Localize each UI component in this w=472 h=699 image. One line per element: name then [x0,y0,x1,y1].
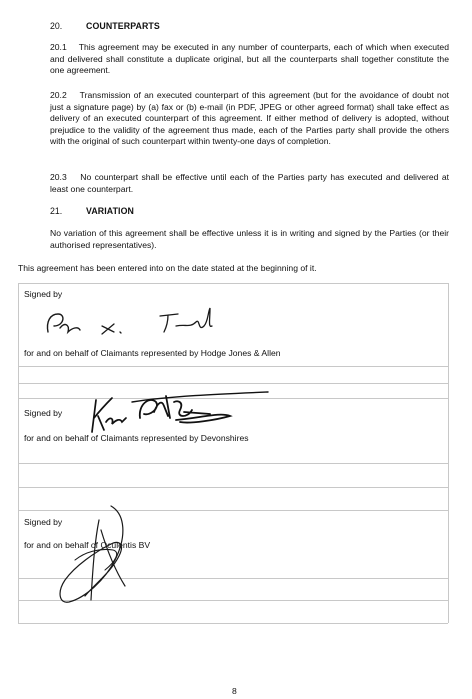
signed-by-label: Signed by [24,408,63,418]
table-rule [18,283,448,284]
entered-statement: This agreement has been entered into on the date stated at the beginning of it. [18,263,317,273]
clause-text: Transmission of an executed counterpart of this agreement (but for the avoidance of doubt not just a signature page) by (a) fax or (b) e-mail (in PDF, JPEG or other agreed format) shall take effect as delivery of an executed counterpart of this agreement. If either method of delivery is adopted, without prejudice to the validity of the agreement thus made, each of the Parties party shall provide the others with the original of such counterpart within twenty-one days of completion. [50,90,449,147]
page-number: 8 [232,686,237,696]
clause-20-1 [50,42,449,77]
on-behalf-text: for and on behalf of Claimants represented by Devonshires [24,433,249,443]
table-border-left [18,283,19,623]
on-behalf-text: for and on behalf of Oculentis BV [24,540,151,550]
clause-text: This agreement may be executed in any number of counterparts, each of which when executed and delivered shall constitute a duplicate original, but all the counterparts shall together constitute the one agreement. [50,42,449,76]
table-rule [18,487,448,488]
clause-20-3 [50,172,449,195]
handwritten-signature [80,388,280,438]
handwritten-signature [40,304,240,344]
section-heading: COUNTERPARTS [86,21,160,31]
clause-ref: 20.3 [50,172,67,182]
clause-21-text: No variation of this agreement shall be effective unless it is in writing and signed by the Parties (or their authorised representatives). [50,228,449,250]
clause-ref: 20.2 [50,90,67,100]
table-rule [18,366,448,367]
table-border-right [448,283,449,623]
signed-by-label: Signed by [24,517,63,527]
signed-by-label: Signed by [24,289,63,299]
clause-text: No counterpart shall be effective until each of the Parties party has executed and delivered at least one counterpart. [50,172,449,194]
on-behalf-text: for and on behalf of Claimants represented by Hodge Jones & Allen [24,348,281,358]
table-rule [18,383,448,384]
handwritten-signature [55,500,145,610]
clause-ref: 20.1 [50,42,67,52]
clause-20-2 [50,90,449,148]
section-number: 20. [50,21,63,31]
table-rule [18,463,448,464]
section-heading: VARIATION [86,206,134,216]
section-number: 21. [50,206,63,216]
table-rule [18,623,448,624]
